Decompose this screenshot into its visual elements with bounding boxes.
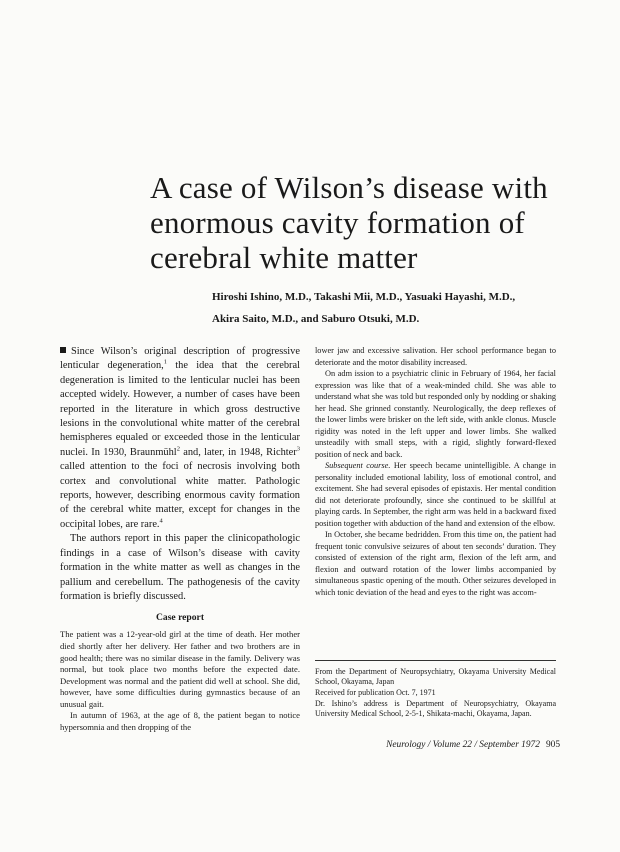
- authors-line: Akira Saito, M.D., and Saburo Otsuki, M.D.: [212, 313, 420, 325]
- ref-marker: 1: [163, 358, 167, 366]
- body-paragraph: lower jaw and excessive salivation. Her school performance began to deteriorate and the motor disability increased.: [315, 346, 556, 367]
- affiliation-footnote: [315, 660, 556, 720]
- intro-paragraph: Since Wilson’s original description of progressive lenticular degeneration,$^1$ the idea that the cerebral degeneration is limited to the lenticular nuclei has been accepted widely. However, a number of cases have been reported in the literature in which gross destructive lesions in the convolutional white matter of the cerebral hemispheres equaled or exceeded those in the lenticular nuclei. In 1930, Braunmühl$^2$ and, later, in 1948, Richter$^3$ called attention to the foci of necrosis involving both cortex and convolutional white matter. Pathologic reports, however, describing enormous cavity formation of the cerebral white matter, except for changes in the occipital lobes, are rare.$^4$: [60, 346, 300, 530]
- author-list: [212, 286, 602, 330]
- ref-marker: 2: [176, 445, 180, 453]
- title-line: A case of Wilson’s disease with: [150, 170, 548, 205]
- article-title: [150, 170, 580, 275]
- footnote-line: From the Department of Neuropsychiatry, Okayama University Medical School, Okayama, Japan: [315, 667, 556, 686]
- body-paragraph: In autumn of 1963, at the age of 8, the patient began to notice hypersomnia and then dropping of the: [60, 710, 300, 733]
- body-paragraph: On adm ission to a psychiatric clinic in February of 1964, her facial expression was like that of a weak-minded child. She was able to understand what she was told but responded only by nodding or shaking her head. She grinned constantly. Neurologically, the deep reflexes of the lower limbs were brisker on the left side, with ankle clonus. Muscle rigidity was noted in the left upper and lower limbs. She walked unsteadily with small steps, with a rigid, slightly forward-flexed position of neck and back.: [315, 369, 556, 459]
- right-column: [315, 345, 556, 598]
- left-column: [60, 345, 300, 734]
- journal-citation: Neurology / Volume 22 / September 1972: [386, 740, 540, 750]
- square-bullet-icon: [60, 347, 66, 353]
- title-line: enormous cavity formation of: [150, 205, 525, 240]
- section-heading: Case report: [155, 612, 205, 624]
- footnote-line: Dr. Ishino’s address is Department of Neuropsychiatry, Okayama University Medical School, 2-5-1, Shikata-machi, Okayama, Japan.: [315, 699, 556, 718]
- ref-marker: 4: [159, 517, 163, 525]
- body-paragraph: In October, she became bedridden. From this time on, the patient had frequent tonic convulsive seizures of about ten seconds’ duration. They consisted of extension of the right arm, flexion of the left arm, and flexion and outward rotation of the lower limbs accompanied by simultaneous spastic opening of the mouth. Other seizures developed in which tonic deviation of the head and eyes to the right was accom-: [315, 530, 556, 597]
- ref-marker: 3: [296, 445, 300, 453]
- page-number: 905: [545, 740, 560, 750]
- title-line: cerebral white matter: [150, 240, 418, 275]
- run-in-heading: Subsequent course.: [325, 461, 391, 470]
- body-paragraph: Subsequent course. Her speech became unintelligible. A change in personality included emotional lability, loss of emotional control, and excitement. She had several episodes of epistaxis. Her mental condition did not deteriorate profoundly, since she continued to be skillful at playing cards. In September, the right arm was held in a backward fixed position together with abduction of the hand and extension of the elbow.: [315, 461, 557, 528]
- body-paragraph: The patient was a 12-year-old girl at the time of death. Her mother died shortly after her delivery. Her father and two brothers are in good health; there was no similar disease in the family. Delivery was normal, but took place two months before the expected date. Development was normal and the patient did well at school. She did, however, have some difficulties during gymnastics because of an unusual gait.: [60, 629, 300, 709]
- body-paragraph: The authors report in this paper the clinicopathologic findings in a case of Wilson’s disease with cavity formation in the white matter as well as changes in the pallium and cerebellum. The pathogenesis of the cavity formation is briefly discussed.: [60, 533, 300, 602]
- authors-line: Hiroshi Ishino, M.D., Takashi Mii, M.D., Yasuaki Hayashi, M.D.,: [212, 291, 516, 303]
- page-footer: [345, 740, 560, 750]
- footnote-line: Received for publication Oct. 7, 1971: [315, 688, 436, 697]
